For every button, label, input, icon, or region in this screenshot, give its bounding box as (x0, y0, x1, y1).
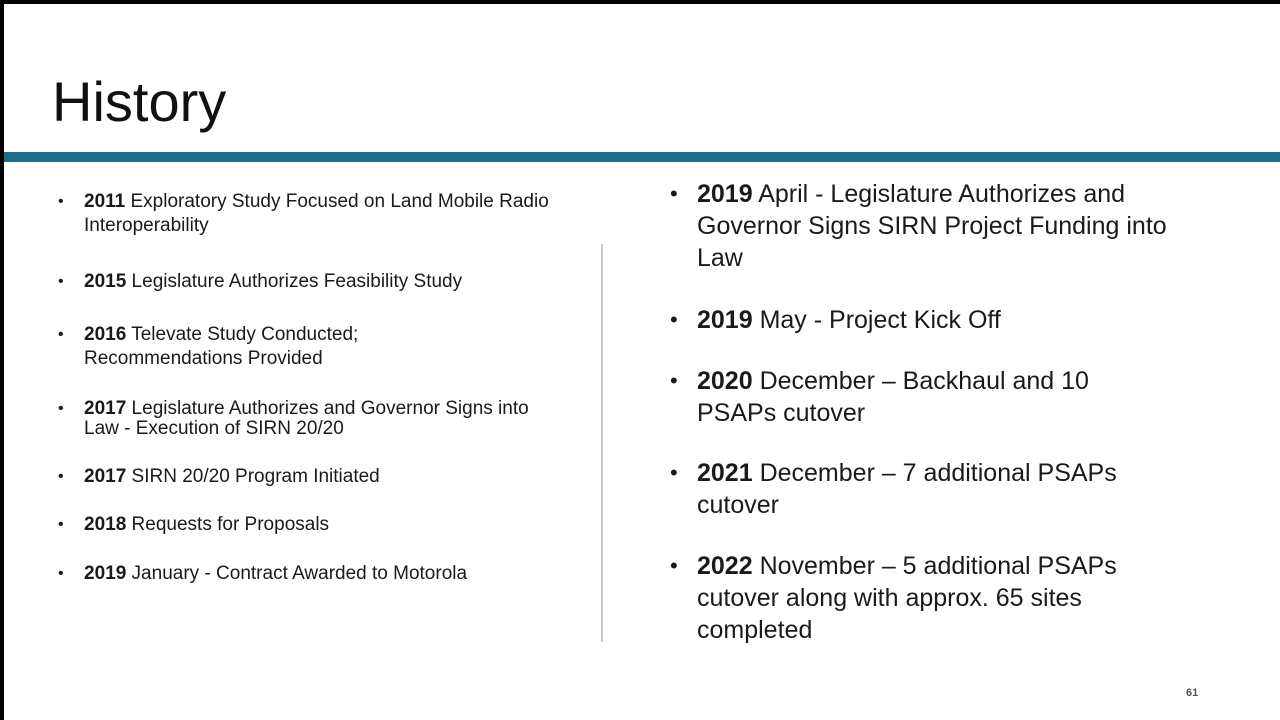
item-year: 2020 (697, 367, 753, 395)
bullet-icon: • (58, 326, 64, 343)
bullet-icon: • (670, 460, 678, 485)
bullet-icon: • (58, 516, 64, 533)
item-year: 2018 (84, 514, 127, 535)
column-divider (601, 244, 603, 642)
item-text: Exploratory Study Focused on Land Mobile Radio Interoperability (84, 191, 549, 236)
item-year: 2017 (84, 466, 127, 487)
history-item-2019-january (58, 562, 558, 586)
bullet-icon: • (670, 307, 678, 332)
bullet-icon: • (58, 400, 64, 417)
bullet-icon: • (58, 565, 64, 582)
item-year: 2016 (84, 324, 127, 345)
slide-title: History (52, 70, 227, 133)
item-text: Televate Study Conducted; Recommendations Provided (84, 324, 359, 369)
bullet-icon: • (670, 368, 678, 393)
item-year: 2011 (84, 191, 126, 212)
bullet-icon: • (670, 553, 678, 578)
bullet-icon: • (58, 193, 64, 210)
title-underline-bar (4, 152, 1280, 162)
item-text: Requests for Proposals (126, 514, 330, 535)
history-item-2022 (670, 550, 1150, 646)
slide-frame-left (0, 0, 4, 720)
history-item-2018 (58, 513, 558, 537)
history-item-2017-law (58, 399, 558, 439)
item-text: November – 5 additional PSAPs cutover along with approx. 65 sites completed (697, 552, 1117, 644)
history-item-2015 (58, 270, 558, 294)
item-text: December – Backhaul and 10 PSAPs cutover (697, 367, 1089, 427)
item-year: 2021 (697, 459, 753, 487)
bullet-icon: • (670, 181, 678, 206)
history-item-2019-april (670, 178, 1170, 274)
item-text: Legislature Authorizes Feasibility Study (126, 271, 463, 292)
item-year: 2015 (84, 271, 127, 292)
history-item-2016 (58, 323, 418, 371)
item-text: January - Contract Awarded to Motorola (126, 563, 468, 584)
history-item-2011 (58, 190, 558, 238)
item-year: 2019 (697, 180, 753, 208)
item-year: 2019 (697, 306, 753, 334)
item-text: Legislature Authorizes and Governor Signs into Law - Execution of SIRN 20/20 (84, 398, 529, 439)
history-item-2017-program (58, 465, 558, 489)
history-item-2021 (670, 457, 1150, 521)
item-text: April - Legislature Authorizes and Governor Signs SIRN Project Funding into Law (697, 180, 1167, 272)
bullet-icon: • (58, 273, 64, 290)
page-number: 61 (1186, 687, 1199, 699)
bullet-icon: • (58, 468, 64, 485)
item-text: May - Project Kick Off (752, 306, 1001, 334)
item-text: SIRN 20/20 Program Initiated (126, 466, 380, 487)
item-year: 2017 (84, 398, 127, 419)
item-year: 2019 (84, 563, 127, 584)
history-item-2020 (670, 365, 1130, 429)
item-text: December – 7 additional PSAPs cutover (697, 459, 1117, 519)
slide-frame-top (0, 0, 1280, 4)
history-item-2019-may (670, 304, 1170, 336)
item-year: 2022 (697, 552, 753, 580)
